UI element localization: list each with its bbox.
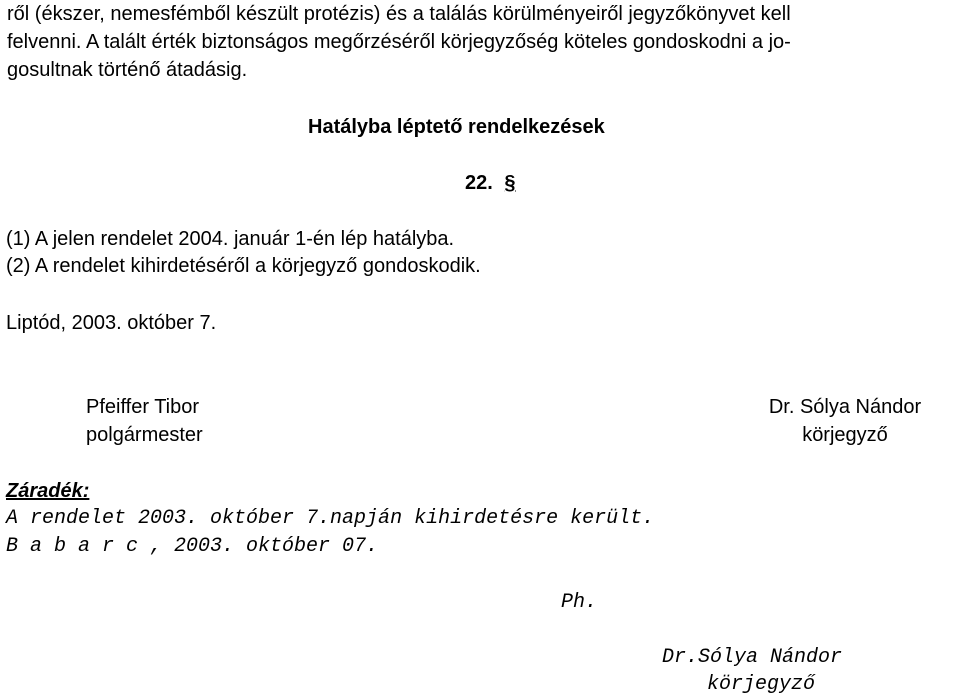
provision-2: (2) A rendelet kihirdetéséről a körjegyző gondoskodik. <box>6 255 481 277</box>
stamp-place: Ph. <box>561 591 598 614</box>
section-number: 22. <box>465 172 493 194</box>
clause-line-1: A rendelet 2003. október 7.napján kihirdetésre került. <box>6 507 655 530</box>
intro-line-3: gosultnak történő átadásig. <box>7 59 248 81</box>
clause-heading: Záradék: <box>6 480 90 502</box>
signatory-notary-name: Dr. Sólya Nándor <box>768 396 922 418</box>
place-date: Liptód, 2003. október 7. <box>6 312 217 334</box>
clause-sign-title: körjegyző <box>707 673 816 696</box>
provision-1: (1) A jelen rendelet 2004. január 1-én lép hatályba. <box>6 228 455 250</box>
section-title: Hatályba léptető rendelkezések <box>308 116 605 138</box>
intro-line-2: felvenni. A talált érték biztonságos megőrzéséről körjegyzőség köteles gondoskodni a jo- <box>7 31 791 53</box>
clause-sign-name: Dr.Sólya Nándor <box>662 646 843 669</box>
signatory-mayor-title: polgármester <box>86 424 203 446</box>
section-heading <box>465 171 516 195</box>
signatory-mayor-name: Pfeiffer Tibor <box>86 396 200 418</box>
section-symbol: § <box>504 172 516 194</box>
clause-line-2: B a b a r c , 2003. október 07. <box>6 535 379 558</box>
signatory-notary-title: körjegyző <box>802 424 888 446</box>
intro-line-1: ről (ékszer, nemesfémből készült protézis) és a találás körülményeiről jegyzőkönyvet kell <box>7 3 791 25</box>
